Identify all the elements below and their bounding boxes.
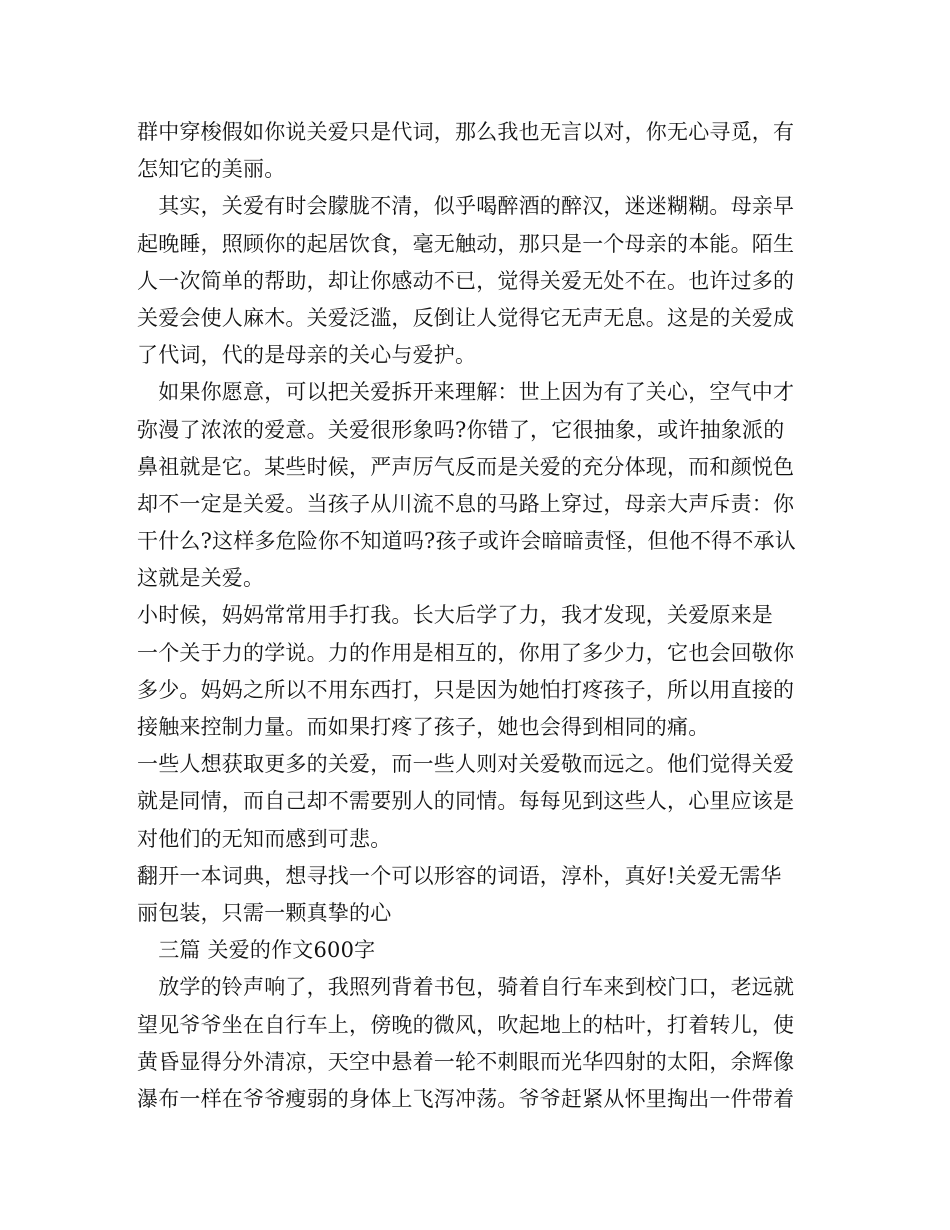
text-line: 怎知它的美丽。 bbox=[137, 157, 286, 182]
text-line: 就是同情，而自己却不需要别人的同情。每每见到这些人，心里应该是 bbox=[137, 789, 795, 814]
text-line: 瀑布一样在爷爷瘦弱的身体上飞泻冲荡。爷爷赶紧从怀里掏出一件带着 bbox=[137, 1086, 795, 1111]
text-line: 如果你愿意，可以把关爱拆开来理解：世上因为有了关心，空气中才 bbox=[137, 380, 795, 405]
text-line: 干什么?这样多危险你不知道吗?孩子或许会暗暗责怪，但他不得不承认 bbox=[137, 529, 796, 554]
text-line: 对他们的无知而感到可悲。 bbox=[137, 826, 392, 851]
text-line: 丽包装，只需一颗真挚的心 bbox=[137, 900, 392, 925]
text-line: 接触来控制力量。而如果打疼了孩子，她也会得到相同的痛。 bbox=[137, 715, 710, 739]
text-line: 群中穿梭假如你说关爱只是代词，那么我也无言以对，你无心寻觅，有 bbox=[137, 120, 795, 144]
text-line: 了代词，代的是母亲的关心与爱护。 bbox=[137, 343, 477, 368]
text-line: 却不一定是关爱。当孩子从川流不息的马路上穿过，母亲大声斥责：你 bbox=[137, 491, 795, 516]
text-line: 一些人想获取更多的关爱，而一些人则对关爱敬而远之。他们觉得关爱 bbox=[137, 752, 795, 777]
text-line: 望见爷爷坐在自行车上，傍晚的微风，吹起地上的枯叶，打着转儿，使 bbox=[137, 1012, 795, 1037]
text-line: 一个关于力的学说。力的作用是相互的，你用了多少力，它也会回敬你 bbox=[137, 640, 795, 665]
text-line: 这就是关爱。 bbox=[137, 566, 265, 591]
text-line: 其实，关爱有时会朦胧不清，似乎喝醉酒的醉汉，迷迷糊糊。母亲早 bbox=[137, 194, 795, 219]
text-line: 放学的铃声响了，我照列背着书包，骑着自行车来到校门口，老远就 bbox=[137, 975, 795, 1000]
text-line: 多少。妈妈之所以不用东西打，只是因为她怕打疼孩子，所以用直接的 bbox=[137, 677, 795, 702]
text-line: 翻开一本词典，想寻找一个可以形容的词语，淳朴，真好!关爱无需华 bbox=[137, 863, 782, 888]
text-line: 起晚睡，照顾你的起居饮食，毫无触动，那只是一个母亲的本能。陌生 bbox=[137, 231, 795, 256]
text-line: 人一次简单的帮助，却让你感动不已，觉得关爱无处不在。也许过多的 bbox=[137, 268, 795, 293]
text-line: 鼻祖就是它。某些时候，严声厉气反而是关爱的充分体现，而和颜悦色 bbox=[137, 454, 795, 479]
text-line: 关爱会使人麻木。关爱泛滥，反倒让人觉得它无声无息。这是的关爱成 bbox=[137, 305, 795, 330]
text-line: 弥漫了浓浓的爱意。关爱很形象吗?你错了，它很抽象，或许抽象派的 bbox=[137, 417, 785, 442]
text-line: 小时候，妈妈常常用手打我。长大后学了力，我才发现，关爱原来是 bbox=[137, 603, 773, 628]
text-line: 黄昏显得分外清凉，天空中悬着一轮不刺眼而光华四射的太阳，余辉像 bbox=[137, 1049, 795, 1074]
section-heading: 三篇 关爱的作文600字 bbox=[137, 938, 376, 963]
document-body bbox=[137, 114, 817, 1118]
